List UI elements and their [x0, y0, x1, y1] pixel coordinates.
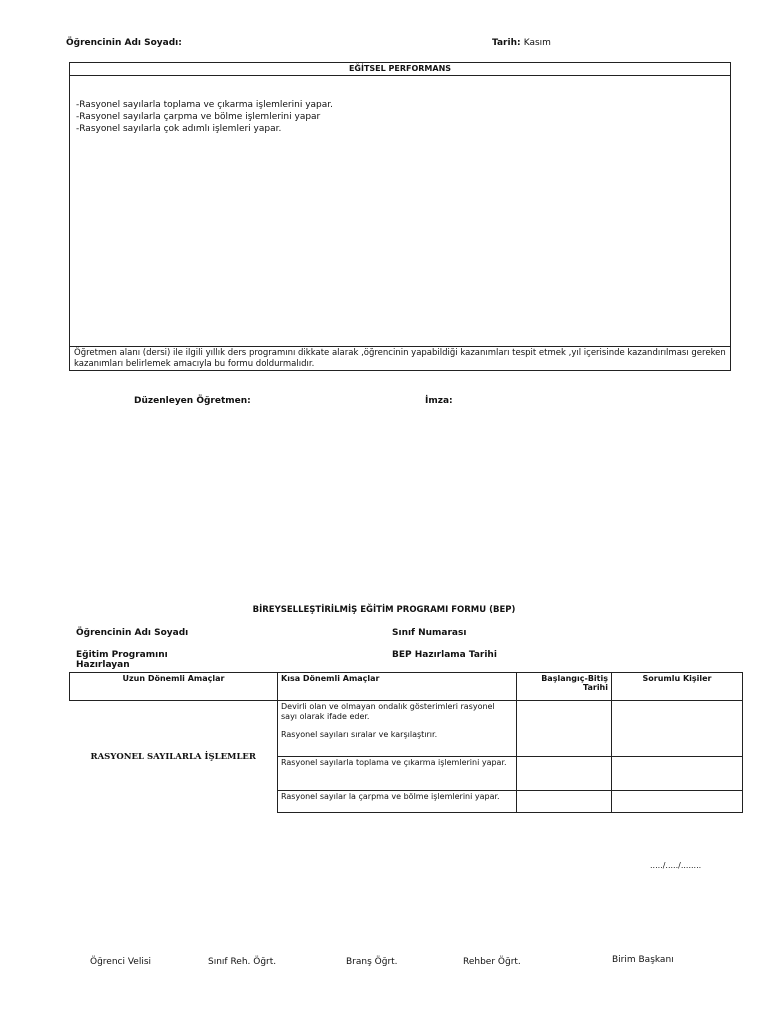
- prepared-by-label: Eğitim Programını Hazırlayan: [76, 650, 168, 670]
- bep-table: [69, 672, 743, 813]
- signatory-parent: Öğrenci Velisi: [90, 957, 152, 967]
- short-term-goal: Rasyonel sayılar la çarpma ve bölme işlemlerini yapar.: [278, 791, 517, 813]
- table-row: [70, 701, 743, 757]
- performance-list: [76, 99, 333, 135]
- date-value: Kasım: [523, 38, 551, 48]
- bep-form-title: BİREYSELLEŞTİRİLMİŞ EĞİTİM PROGRAMI FORMU (BEP): [252, 605, 516, 615]
- date-label: Tarih: Kasım: [492, 38, 551, 48]
- header-dates: Başlangıç-Bitiş Tarihi: [517, 673, 612, 701]
- date-cell[interactable]: [517, 757, 612, 791]
- responsible-cell[interactable]: [612, 791, 743, 813]
- date-cell[interactable]: [517, 791, 612, 813]
- teacher-label: Düzenleyen Öğretmen:: [134, 396, 251, 406]
- date-placeholder: ...../...../........: [650, 861, 702, 870]
- educational-performance-box: [69, 62, 731, 371]
- signature-label: İmza:: [425, 396, 453, 406]
- instruction-note: Öğretmen alanı (dersi) ile ilgili yıllık ders programını dikkate alarak ,öğrencinin yapabildiği kazanımları tespit etmek ,yıl içerisinde kazandırılması gereken kazanımları belirlemek amacıyla bu formu doldurmalıdır.: [70, 346, 730, 370]
- header-short-term: Kısa Dönemli Amaçlar: [278, 673, 517, 701]
- responsible-cell[interactable]: [612, 757, 743, 791]
- date-cell[interactable]: [517, 701, 612, 757]
- performance-item: -Rasyonel sayılarla çarpma ve bölme işlemlerini yapar: [76, 112, 321, 122]
- student-name-label: Öğrencinin Adı Soyadı:: [66, 38, 182, 48]
- signatory-class-guidance-teacher: Sınıf Reh. Öğrt.: [208, 957, 277, 967]
- short-term-goal: Devirli olan ve olmayan ondalık gösterimleri rasyonel sayı olarak ifade eder. Rasyonel sayıları sıralar ve karşılaştırır.: [278, 701, 517, 757]
- signatory-unit-head: Birim Başkanı: [612, 955, 674, 965]
- performance-item: -Rasyonel sayılarla toplama ve çıkarma işlemlerini yapar.: [76, 100, 334, 110]
- bep-student-name-label: Öğrencinin Adı Soyadı: [76, 628, 189, 638]
- performance-item: -Rasyonel sayılarla çok adımlı işlemleri yapar.: [76, 124, 282, 134]
- short-term-goal: Rasyonel sayılarla toplama ve çıkarma işlemlerini yapar.: [278, 757, 517, 791]
- responsible-cell[interactable]: [612, 701, 743, 757]
- signatory-branch-teacher: Branş Öğrt.: [346, 957, 398, 967]
- bep-date-label: BEP Hazırlama Tarihi: [392, 650, 497, 660]
- class-number-label: Sınıf Numarası: [392, 628, 467, 638]
- header-long-term: Uzun Dönemli Amaçlar: [70, 673, 278, 701]
- table-header-row: [70, 673, 743, 701]
- section-title: EĞİTSEL PERFORMANS: [70, 63, 730, 76]
- long-term-goal: RASYONEL SAYILARLA İŞLEMLER: [70, 701, 278, 813]
- header-responsible: Sorumlu Kişiler: [612, 673, 743, 701]
- signatory-guidance-teacher: Rehber Öğrt.: [463, 957, 521, 967]
